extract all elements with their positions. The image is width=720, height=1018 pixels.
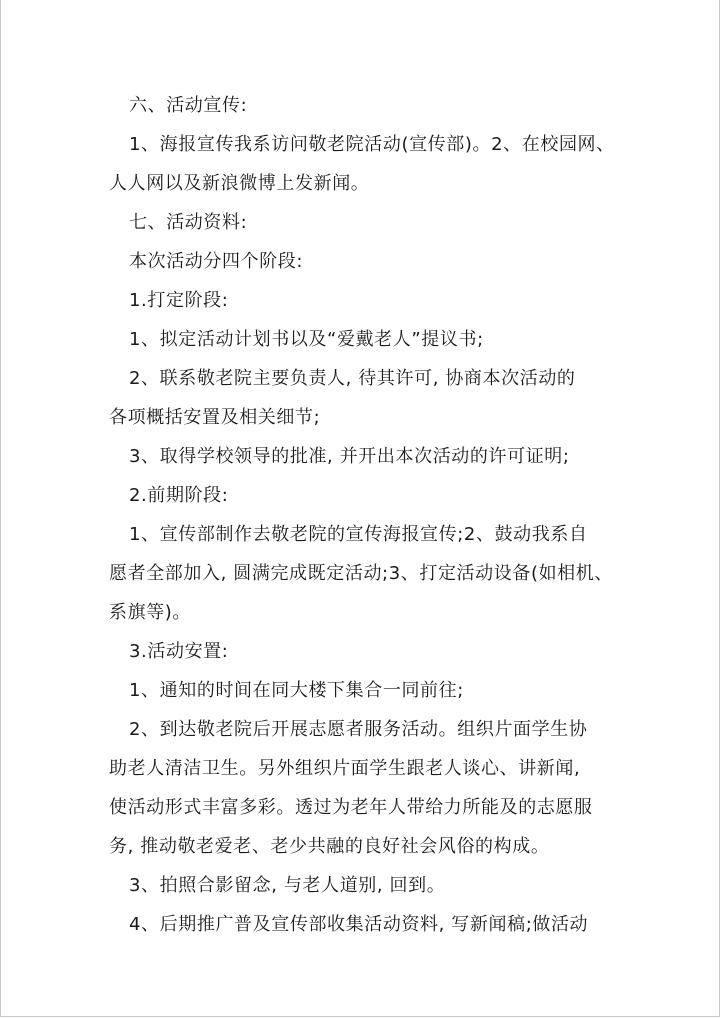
paragraph-line: 2、联系敬老院主要负责人, 待其许可, 协商本次活动的: [129, 368, 576, 389]
paragraph-line: 4、后期推广普及宣传部收集活动资料, 写新闻稿;做活动: [129, 914, 589, 935]
paragraph-line: 本次活动分四个阶段:: [129, 251, 304, 272]
paragraph-line: 愿者全部加入, 圆满完成既定活动;3、打定活动设备(如相机、: [109, 563, 613, 584]
paragraph-line: 3、拍照合影留念, 与老人道别, 回到。: [129, 875, 446, 896]
paragraph-line: 人人网以及新浪微博上发新闻。: [109, 173, 370, 194]
paragraph-line: 1、通知的时间在同大楼下集合一同前往;: [129, 680, 464, 701]
subheading-preparation: 1.打定阶段:: [129, 290, 229, 311]
paragraph-line: 3、取得学校领导的批准, 并开出本次活动的许可证明;: [129, 446, 570, 467]
paragraph-line: 使活动形式丰富多彩。透过为老年人带给力所能及的志愿服: [109, 797, 593, 818]
paragraph-line: 系旗等)。: [109, 602, 192, 623]
paragraph-line: 1、宣传部制作去敬老院的宣传海报宣传;2、鼓动我系自: [129, 524, 588, 545]
paragraph-line: 1、拟定活动计划书以及“爱戴老人”提议书;: [129, 329, 484, 350]
subheading-early-stage: 2.前期阶段:: [129, 485, 229, 506]
paragraph-line: 助老人清洁卫生。另外组织片面学生跟老人谈心、讲新闻,: [109, 758, 581, 779]
paragraph-line: 各项概括安置及相关细节;: [109, 407, 321, 428]
paragraph-line: 1、海报宣传我系访问敬老院活动(宣传部)。2、在校园网、: [129, 134, 615, 155]
paragraph-line: 务, 推动敬老爱老、老少共融的良好社会风俗的构成。: [109, 836, 550, 857]
subheading-arrangement: 3.活动安置:: [129, 641, 229, 662]
section-heading-publicity: 六、活动宣传:: [129, 95, 248, 116]
section-heading-materials: 七、活动资料:: [129, 212, 248, 233]
paragraph-line: 2、到达敬老院后开展志愿者服务活动。组织片面学生协: [129, 719, 588, 740]
